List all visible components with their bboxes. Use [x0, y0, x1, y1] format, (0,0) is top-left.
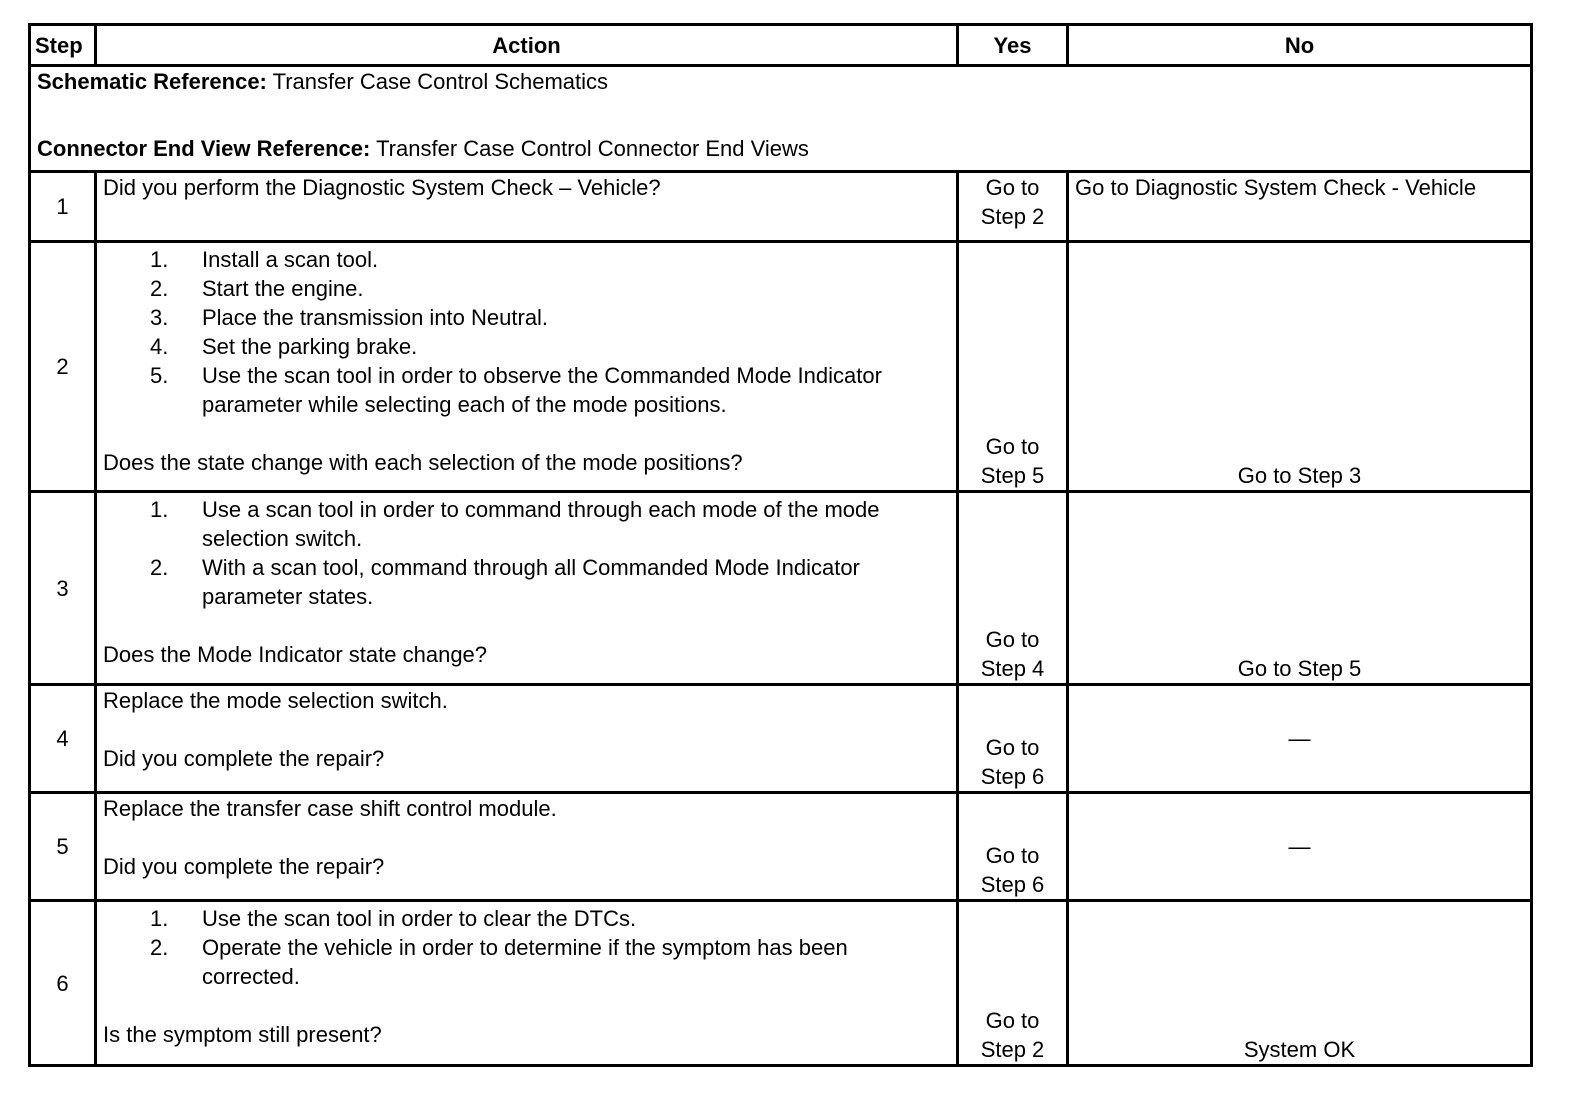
header-yes: Yes	[958, 25, 1068, 66]
step-number: 3	[30, 492, 96, 685]
list-text: Set the parking brake.	[202, 334, 418, 359]
yes-goto-line1: Go to	[985, 434, 1040, 459]
instruction-list	[103, 495, 950, 611]
yes-cell	[958, 793, 1068, 901]
step-number: 4	[30, 685, 96, 793]
reference-cell	[30, 66, 1532, 172]
list-text: With a scan tool, command through all Commanded Mode Indicator parameter states.	[202, 555, 860, 609]
yes-goto-line1: Go to	[985, 735, 1040, 760]
list-item	[150, 274, 950, 303]
list-number: 1.	[150, 247, 169, 272]
step-question: Does the Mode Indicator state change?	[103, 642, 488, 667]
no-cell[interactable]: Go to Step 5	[1068, 492, 1532, 685]
connector-reference	[37, 134, 1524, 163]
yes-goto-line1: Go to	[985, 175, 1040, 200]
step-instruction: Replace the transfer case shift control module.	[103, 796, 557, 821]
connector-reference-label: Connector End View Reference:	[37, 136, 371, 161]
diagnostic-table	[28, 23, 1533, 1067]
no-cell: System OK	[1068, 901, 1532, 1066]
schematic-reference-label: Schematic Reference:	[37, 69, 267, 94]
step-question: Is the symptom still present?	[103, 1022, 382, 1047]
list-number: 1.	[150, 497, 169, 522]
yes-goto-line2[interactable]: Step 6	[980, 764, 1045, 789]
list-text: Operate the vehicle in order to determine if the symptom has been corrected.	[202, 935, 848, 989]
list-number: 3.	[150, 305, 169, 330]
yes-cell	[958, 492, 1068, 685]
schematic-reference	[37, 67, 1524, 96]
yes-goto-line2[interactable]: Step 4	[980, 656, 1045, 681]
yes-goto-line1: Go to	[985, 843, 1040, 868]
list-text: Use a scan tool in order to command through each mode of the mode selection switch.	[202, 497, 880, 551]
step-question: Did you perform the Diagnostic System Check – Vehicle?	[103, 175, 661, 200]
list-item	[150, 904, 950, 933]
header-no: No	[1068, 25, 1532, 66]
action-cell	[96, 901, 958, 1066]
yes-cell	[958, 172, 1068, 242]
step-number: 1	[30, 172, 96, 242]
reference-row	[30, 66, 1532, 172]
list-item	[150, 332, 950, 361]
list-number: 2.	[150, 555, 169, 580]
yes-goto-line1: Go to	[985, 1008, 1040, 1033]
list-text: Use the scan tool in order to observe the Commanded Mode Indicator parameter while selecting each of the mode positions.	[202, 363, 882, 417]
no-cell[interactable]: Go to Diagnostic System Check - Vehicle	[1068, 172, 1532, 242]
step-question: Did you complete the repair?	[103, 854, 385, 879]
yes-goto-line1: Go to	[985, 627, 1040, 652]
yes-cell	[958, 685, 1068, 793]
no-cell: —	[1068, 685, 1532, 793]
list-item	[150, 495, 950, 553]
action-cell	[96, 492, 958, 685]
list-item	[150, 361, 950, 419]
list-number: 2.	[150, 935, 169, 960]
instruction-list	[103, 245, 950, 419]
table-row	[30, 172, 1532, 242]
no-cell: —	[1068, 793, 1532, 901]
action-cell	[96, 172, 958, 242]
list-item	[150, 303, 950, 332]
step-number: 5	[30, 793, 96, 901]
yes-goto-line2[interactable]: Step 2	[980, 204, 1045, 229]
header-row	[30, 25, 1532, 66]
action-cell	[96, 685, 958, 793]
yes-cell	[958, 242, 1068, 492]
step-question: Did you complete the repair?	[103, 746, 385, 771]
header-step: Step	[30, 25, 96, 66]
list-text: Install a scan tool.	[202, 247, 379, 272]
list-number: 5.	[150, 363, 169, 388]
list-number: 2.	[150, 276, 169, 301]
schematic-reference-link[interactable]: Transfer Case Control Schematics	[272, 69, 609, 94]
list-text: Use the scan tool in order to clear the DTCs.	[202, 906, 637, 931]
connector-reference-link[interactable]: Transfer Case Control Connector End Views	[376, 136, 809, 161]
list-item	[150, 933, 950, 991]
header-action: Action	[96, 25, 958, 66]
step-instruction: Replace the mode selection switch.	[103, 688, 448, 713]
step-question: Does the state change with each selection of the mode positions?	[103, 450, 743, 475]
action-cell	[96, 793, 958, 901]
no-cell[interactable]: Go to Step 3	[1068, 242, 1532, 492]
list-number: 4.	[150, 334, 169, 359]
step-number: 6	[30, 901, 96, 1066]
action-cell	[96, 242, 958, 492]
table-row	[30, 685, 1532, 793]
list-number: 1.	[150, 906, 169, 931]
list-text: Start the engine.	[202, 276, 364, 301]
list-item	[150, 553, 950, 611]
table-row	[30, 242, 1532, 492]
table-row	[30, 793, 1532, 901]
step-number: 2	[30, 242, 96, 492]
yes-goto-line2[interactable]: Step 5	[980, 463, 1045, 488]
table-row	[30, 901, 1532, 1066]
yes-goto-line2[interactable]: Step 2	[980, 1037, 1045, 1062]
yes-goto-line2[interactable]: Step 6	[980, 872, 1045, 897]
list-text: Place the transmission into Neutral.	[202, 305, 549, 330]
list-item	[150, 245, 950, 274]
table-row	[30, 492, 1532, 685]
yes-cell	[958, 901, 1068, 1066]
instruction-list	[103, 904, 950, 991]
